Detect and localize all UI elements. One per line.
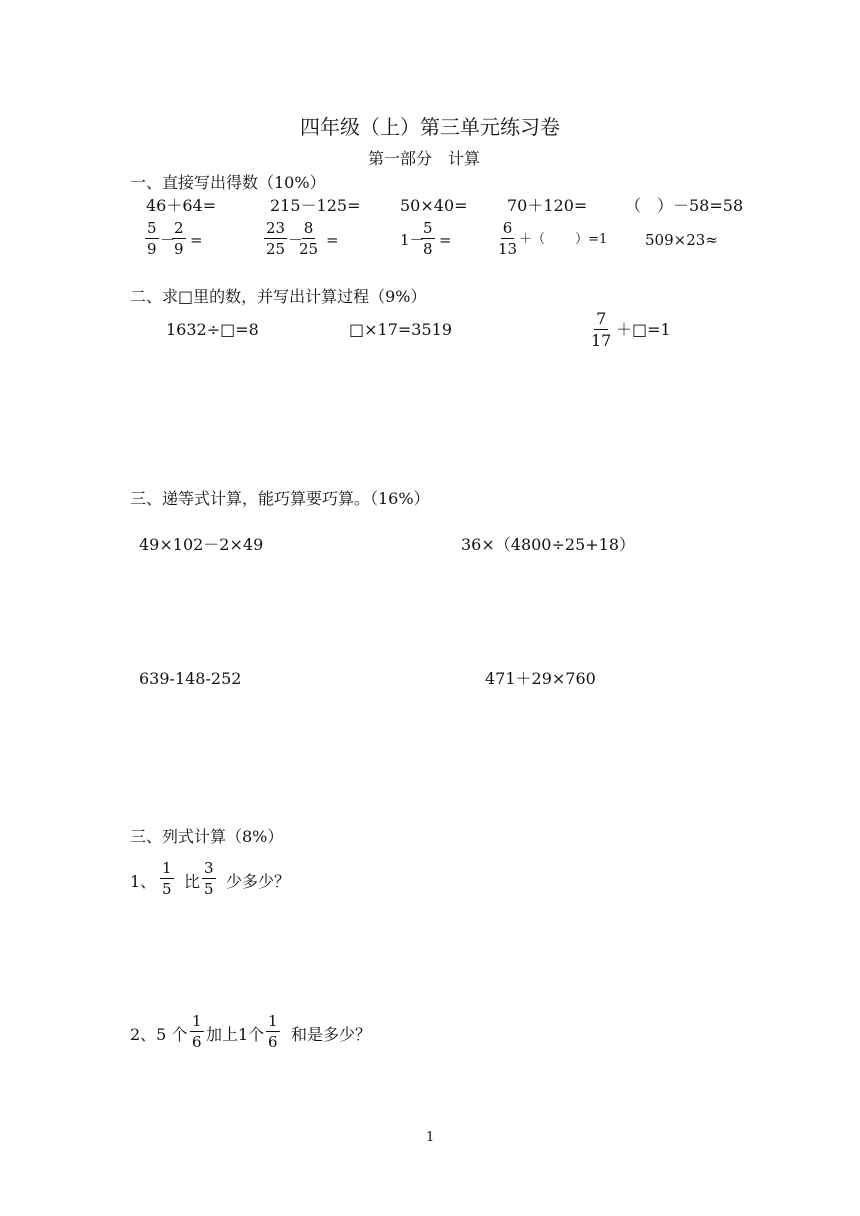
equals: = (439, 231, 452, 249)
denominator: 13 (498, 240, 518, 258)
equals: = (326, 231, 339, 249)
denominator: 6 (192, 1033, 202, 1051)
denominator: 8 (423, 240, 433, 258)
section-4-heading: 三、列式计算（8%） (130, 827, 284, 846)
problem-1-5: （ ）－58=58 (625, 196, 744, 215)
fraction (266, 1014, 280, 1050)
denominator: 17 (591, 331, 612, 350)
fraction (160, 861, 174, 897)
numerator: 1 (162, 859, 172, 877)
fraction (190, 1014, 204, 1050)
problem-1-2: 215－125= (270, 196, 361, 215)
page-number: 1 (426, 1130, 435, 1145)
denominator: 5 (204, 880, 214, 898)
numerator: 1 (192, 1012, 202, 1030)
expression-tail: ＋□=1 (616, 320, 671, 339)
question-text: 加上1个 (206, 1025, 265, 1044)
numerator: 1 (268, 1012, 278, 1030)
question-number: 2、5 个 (130, 1025, 188, 1044)
numerator: 23 (266, 219, 286, 237)
numerator: 5 (147, 219, 157, 237)
section-2-heading: 二、求□里的数，并写出计算过程（9%） (130, 287, 427, 306)
operator: － (160, 231, 176, 249)
numerator: 7 (596, 309, 607, 328)
section-1-heading: 一、直接写出得数（10%） (130, 173, 326, 192)
question-number: 1、 (130, 872, 157, 891)
question-text: 少多少？ (226, 872, 291, 891)
question-text: 比 (184, 872, 201, 891)
numerator: 6 (502, 219, 513, 237)
question-text: 和是多少？ (291, 1025, 372, 1044)
problem-1-10: 509×23≈ (645, 231, 718, 249)
problem-2-2: □×17=3519 (349, 320, 453, 339)
fraction (421, 221, 435, 257)
numerator: 8 (303, 219, 314, 237)
fraction (145, 221, 159, 257)
problem-2-1: 1632÷□=8 (166, 320, 259, 339)
denominator: 9 (147, 240, 157, 258)
problem-1-1: 46＋64= (146, 196, 217, 215)
expression-tail: ＋（ ）=1 (519, 232, 608, 247)
equals: = (190, 231, 203, 249)
fraction (202, 861, 216, 897)
problem-3-4: 471＋29×760 (485, 669, 596, 688)
fraction (172, 221, 186, 257)
numerator: 3 (204, 859, 214, 877)
fraction (591, 311, 611, 349)
problem-3-2: 36×（4800÷25+18） (461, 535, 636, 554)
fraction (498, 221, 517, 257)
numerator: 2 (174, 219, 184, 237)
section-subtitle: 第一部分 计算 (368, 149, 481, 168)
expression-lead: 1－ (400, 231, 425, 249)
denominator: 25 (299, 240, 319, 258)
fraction (299, 221, 318, 257)
page-title: 四年级（上）第三单元练习卷 (300, 115, 560, 139)
denominator: 6 (268, 1033, 278, 1051)
problem-3-3: 639-148-252 (139, 669, 242, 688)
denominator: 25 (266, 240, 286, 258)
problem-3-1: 49×102－2×49 (139, 535, 264, 554)
denominator: 5 (162, 880, 172, 898)
problem-1-3: 50×40= (400, 196, 468, 215)
fraction (264, 221, 287, 257)
denominator: 9 (174, 240, 184, 258)
section-3-heading: 三、递等式计算，能巧算要巧算。（16%） (130, 489, 430, 508)
numerator: 5 (423, 219, 433, 237)
problem-1-4: 70＋120= (507, 196, 588, 215)
operator: － (288, 231, 304, 249)
